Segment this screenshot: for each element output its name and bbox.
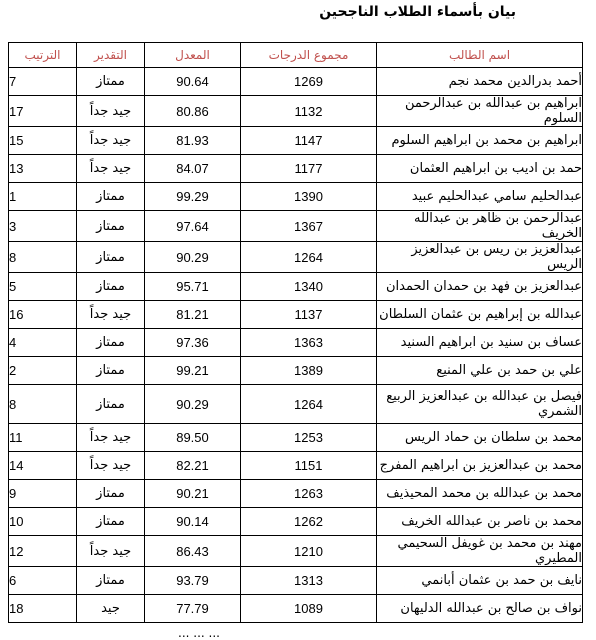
table-header-row bbox=[9, 43, 583, 68]
average-cell: 93.79 bbox=[145, 567, 241, 595]
grade-cell: جيد bbox=[77, 595, 145, 623]
average-cell: 86.43 bbox=[145, 536, 241, 567]
rank-cell: 18 bbox=[9, 595, 77, 623]
rank-cell: 9 bbox=[9, 480, 77, 508]
grade-cell: جيد جداً bbox=[77, 301, 145, 329]
average-cell: 90.14 bbox=[145, 508, 241, 536]
total-cell: 1262 bbox=[241, 508, 377, 536]
student-name-cell: محمد بن ناصر بن عبدالله الخريف bbox=[377, 508, 583, 536]
grade-cell: ممتاز bbox=[77, 357, 145, 385]
header-name: اسم الطالب bbox=[377, 43, 583, 68]
student-name-cell: عبدالرحمن بن ظاهر بن عبدالله الخريف bbox=[377, 211, 583, 242]
table-row bbox=[9, 273, 583, 301]
rank-cell: 14 bbox=[9, 452, 77, 480]
grade-cell: ممتاز bbox=[77, 242, 145, 273]
student-name-cell: محمد بن عبدالله بن محمد المحيذيف bbox=[377, 480, 583, 508]
table-row bbox=[9, 155, 583, 183]
grade-cell: جيد جداً bbox=[77, 424, 145, 452]
student-name-cell: محمد بن سلطان بن حماد الريس bbox=[377, 424, 583, 452]
rank-cell: 6 bbox=[9, 567, 77, 595]
rank-cell: 10 bbox=[9, 508, 77, 536]
average-cell: 97.36 bbox=[145, 329, 241, 357]
table-row bbox=[9, 96, 583, 127]
grade-cell: جيد جداً bbox=[77, 452, 145, 480]
rank-cell: 16 bbox=[9, 301, 77, 329]
student-name-cell: حمد بن اديب بن ابراهيم العثمان bbox=[377, 155, 583, 183]
grade-cell: جيد جداً bbox=[77, 536, 145, 567]
grade-cell: ممتاز bbox=[77, 329, 145, 357]
rank-cell: 1 bbox=[9, 183, 77, 211]
grade-cell: ممتاز bbox=[77, 508, 145, 536]
rank-cell: 2 bbox=[9, 357, 77, 385]
rank-cell: 5 bbox=[9, 273, 77, 301]
rank-cell: 12 bbox=[9, 536, 77, 567]
student-name-cell: فيصل بن عبدالله بن عبدالعزيز الربيع الشمري bbox=[377, 385, 583, 424]
rank-cell: 13 bbox=[9, 155, 77, 183]
rank-cell: 4 bbox=[9, 329, 77, 357]
student-name-cell: مهند بن محمد بن غويفل السحيمي المطيري bbox=[377, 536, 583, 567]
total-cell: 1151 bbox=[241, 452, 377, 480]
grade-cell: ممتاز bbox=[77, 68, 145, 96]
total-cell: 1147 bbox=[241, 127, 377, 155]
grade-cell: جيد جداً bbox=[77, 127, 145, 155]
page-title: بيان بأسماء الطلاب الناجحين bbox=[319, 4, 516, 20]
total-cell: 1389 bbox=[241, 357, 377, 385]
table-row bbox=[9, 595, 583, 623]
table-row bbox=[9, 357, 583, 385]
table-row bbox=[9, 329, 583, 357]
total-cell: 1089 bbox=[241, 595, 377, 623]
average-cell: 81.93 bbox=[145, 127, 241, 155]
student-name-cell: عبدالعزيز بن ريس بن عبدالعزيز الريس bbox=[377, 242, 583, 273]
total-cell: 1313 bbox=[241, 567, 377, 595]
rank-cell: 8 bbox=[9, 242, 77, 273]
footer-text: ... ... ... bbox=[178, 626, 220, 640]
table-row bbox=[9, 68, 583, 96]
student-name-cell: علي بن حمد بن علي المنيع bbox=[377, 357, 583, 385]
average-cell: 90.21 bbox=[145, 480, 241, 508]
table-row bbox=[9, 211, 583, 242]
students-table bbox=[8, 42, 583, 623]
average-cell: 80.86 bbox=[145, 96, 241, 127]
average-cell: 77.79 bbox=[145, 595, 241, 623]
average-cell: 99.21 bbox=[145, 357, 241, 385]
grade-cell: جيد جداً bbox=[77, 96, 145, 127]
average-cell: 81.21 bbox=[145, 301, 241, 329]
grade-cell: ممتاز bbox=[77, 385, 145, 424]
total-cell: 1137 bbox=[241, 301, 377, 329]
student-name-cell: عبدالله بن إبراهيم بن عثمان السلطان bbox=[377, 301, 583, 329]
grade-cell: ممتاز bbox=[77, 211, 145, 242]
table-row bbox=[9, 301, 583, 329]
total-cell: 1340 bbox=[241, 273, 377, 301]
table-row bbox=[9, 452, 583, 480]
student-name-cell: محمد بن عبدالعزيز بن ابراهيم المفرج bbox=[377, 452, 583, 480]
total-cell: 1210 bbox=[241, 536, 377, 567]
student-name-cell: نواف بن صالح بن عبدالله الدليهان bbox=[377, 595, 583, 623]
grade-cell: جيد جداً bbox=[77, 155, 145, 183]
header-total: مجموع الدرجات bbox=[241, 43, 377, 68]
rank-cell: 7 bbox=[9, 68, 77, 96]
grade-cell: ممتاز bbox=[77, 480, 145, 508]
student-name-cell: عبدالعزيز بن فهد بن حمدان الحمدان bbox=[377, 273, 583, 301]
table-row bbox=[9, 183, 583, 211]
total-cell: 1132 bbox=[241, 96, 377, 127]
total-cell: 1253 bbox=[241, 424, 377, 452]
average-cell: 99.29 bbox=[145, 183, 241, 211]
rank-cell: 17 bbox=[9, 96, 77, 127]
table-row bbox=[9, 242, 583, 273]
student-name-cell: أحمد بدرالدين محمد نجم bbox=[377, 68, 583, 96]
average-cell: 90.64 bbox=[145, 68, 241, 96]
header-rank: الترتيب bbox=[9, 43, 77, 68]
rank-cell: 8 bbox=[9, 385, 77, 424]
average-cell: 90.29 bbox=[145, 385, 241, 424]
header-grade: التقدير bbox=[77, 43, 145, 68]
table-row bbox=[9, 480, 583, 508]
student-name-cell: ابراهيم بن عبدالله بن عبدالرحمن السلوم bbox=[377, 96, 583, 127]
student-name-cell: ابراهيم بن محمد بن ابراهيم السلوم bbox=[377, 127, 583, 155]
rank-cell: 15 bbox=[9, 127, 77, 155]
average-cell: 97.64 bbox=[145, 211, 241, 242]
average-cell: 95.71 bbox=[145, 273, 241, 301]
table-row bbox=[9, 385, 583, 424]
rank-cell: 11 bbox=[9, 424, 77, 452]
total-cell: 1264 bbox=[241, 385, 377, 424]
average-cell: 84.07 bbox=[145, 155, 241, 183]
total-cell: 1390 bbox=[241, 183, 377, 211]
header-average: المعدل bbox=[145, 43, 241, 68]
total-cell: 1263 bbox=[241, 480, 377, 508]
table-row bbox=[9, 508, 583, 536]
total-cell: 1269 bbox=[241, 68, 377, 96]
average-cell: 82.21 bbox=[145, 452, 241, 480]
average-cell: 90.29 bbox=[145, 242, 241, 273]
total-cell: 1177 bbox=[241, 155, 377, 183]
grade-cell: ممتاز bbox=[77, 183, 145, 211]
student-name-cell: عبدالحليم سامي عبدالحليم عبيد bbox=[377, 183, 583, 211]
total-cell: 1367 bbox=[241, 211, 377, 242]
table-row bbox=[9, 536, 583, 567]
average-cell: 89.50 bbox=[145, 424, 241, 452]
grade-cell: ممتاز bbox=[77, 567, 145, 595]
total-cell: 1363 bbox=[241, 329, 377, 357]
table-row bbox=[9, 424, 583, 452]
table-row bbox=[9, 567, 583, 595]
total-cell: 1264 bbox=[241, 242, 377, 273]
student-name-cell: نايف بن حمد بن عثمان أبانمي bbox=[377, 567, 583, 595]
rank-cell: 3 bbox=[9, 211, 77, 242]
student-name-cell: عساف بن سنيد بن ابراهيم السنيد bbox=[377, 329, 583, 357]
grade-cell: ممتاز bbox=[77, 273, 145, 301]
table-row bbox=[9, 127, 583, 155]
